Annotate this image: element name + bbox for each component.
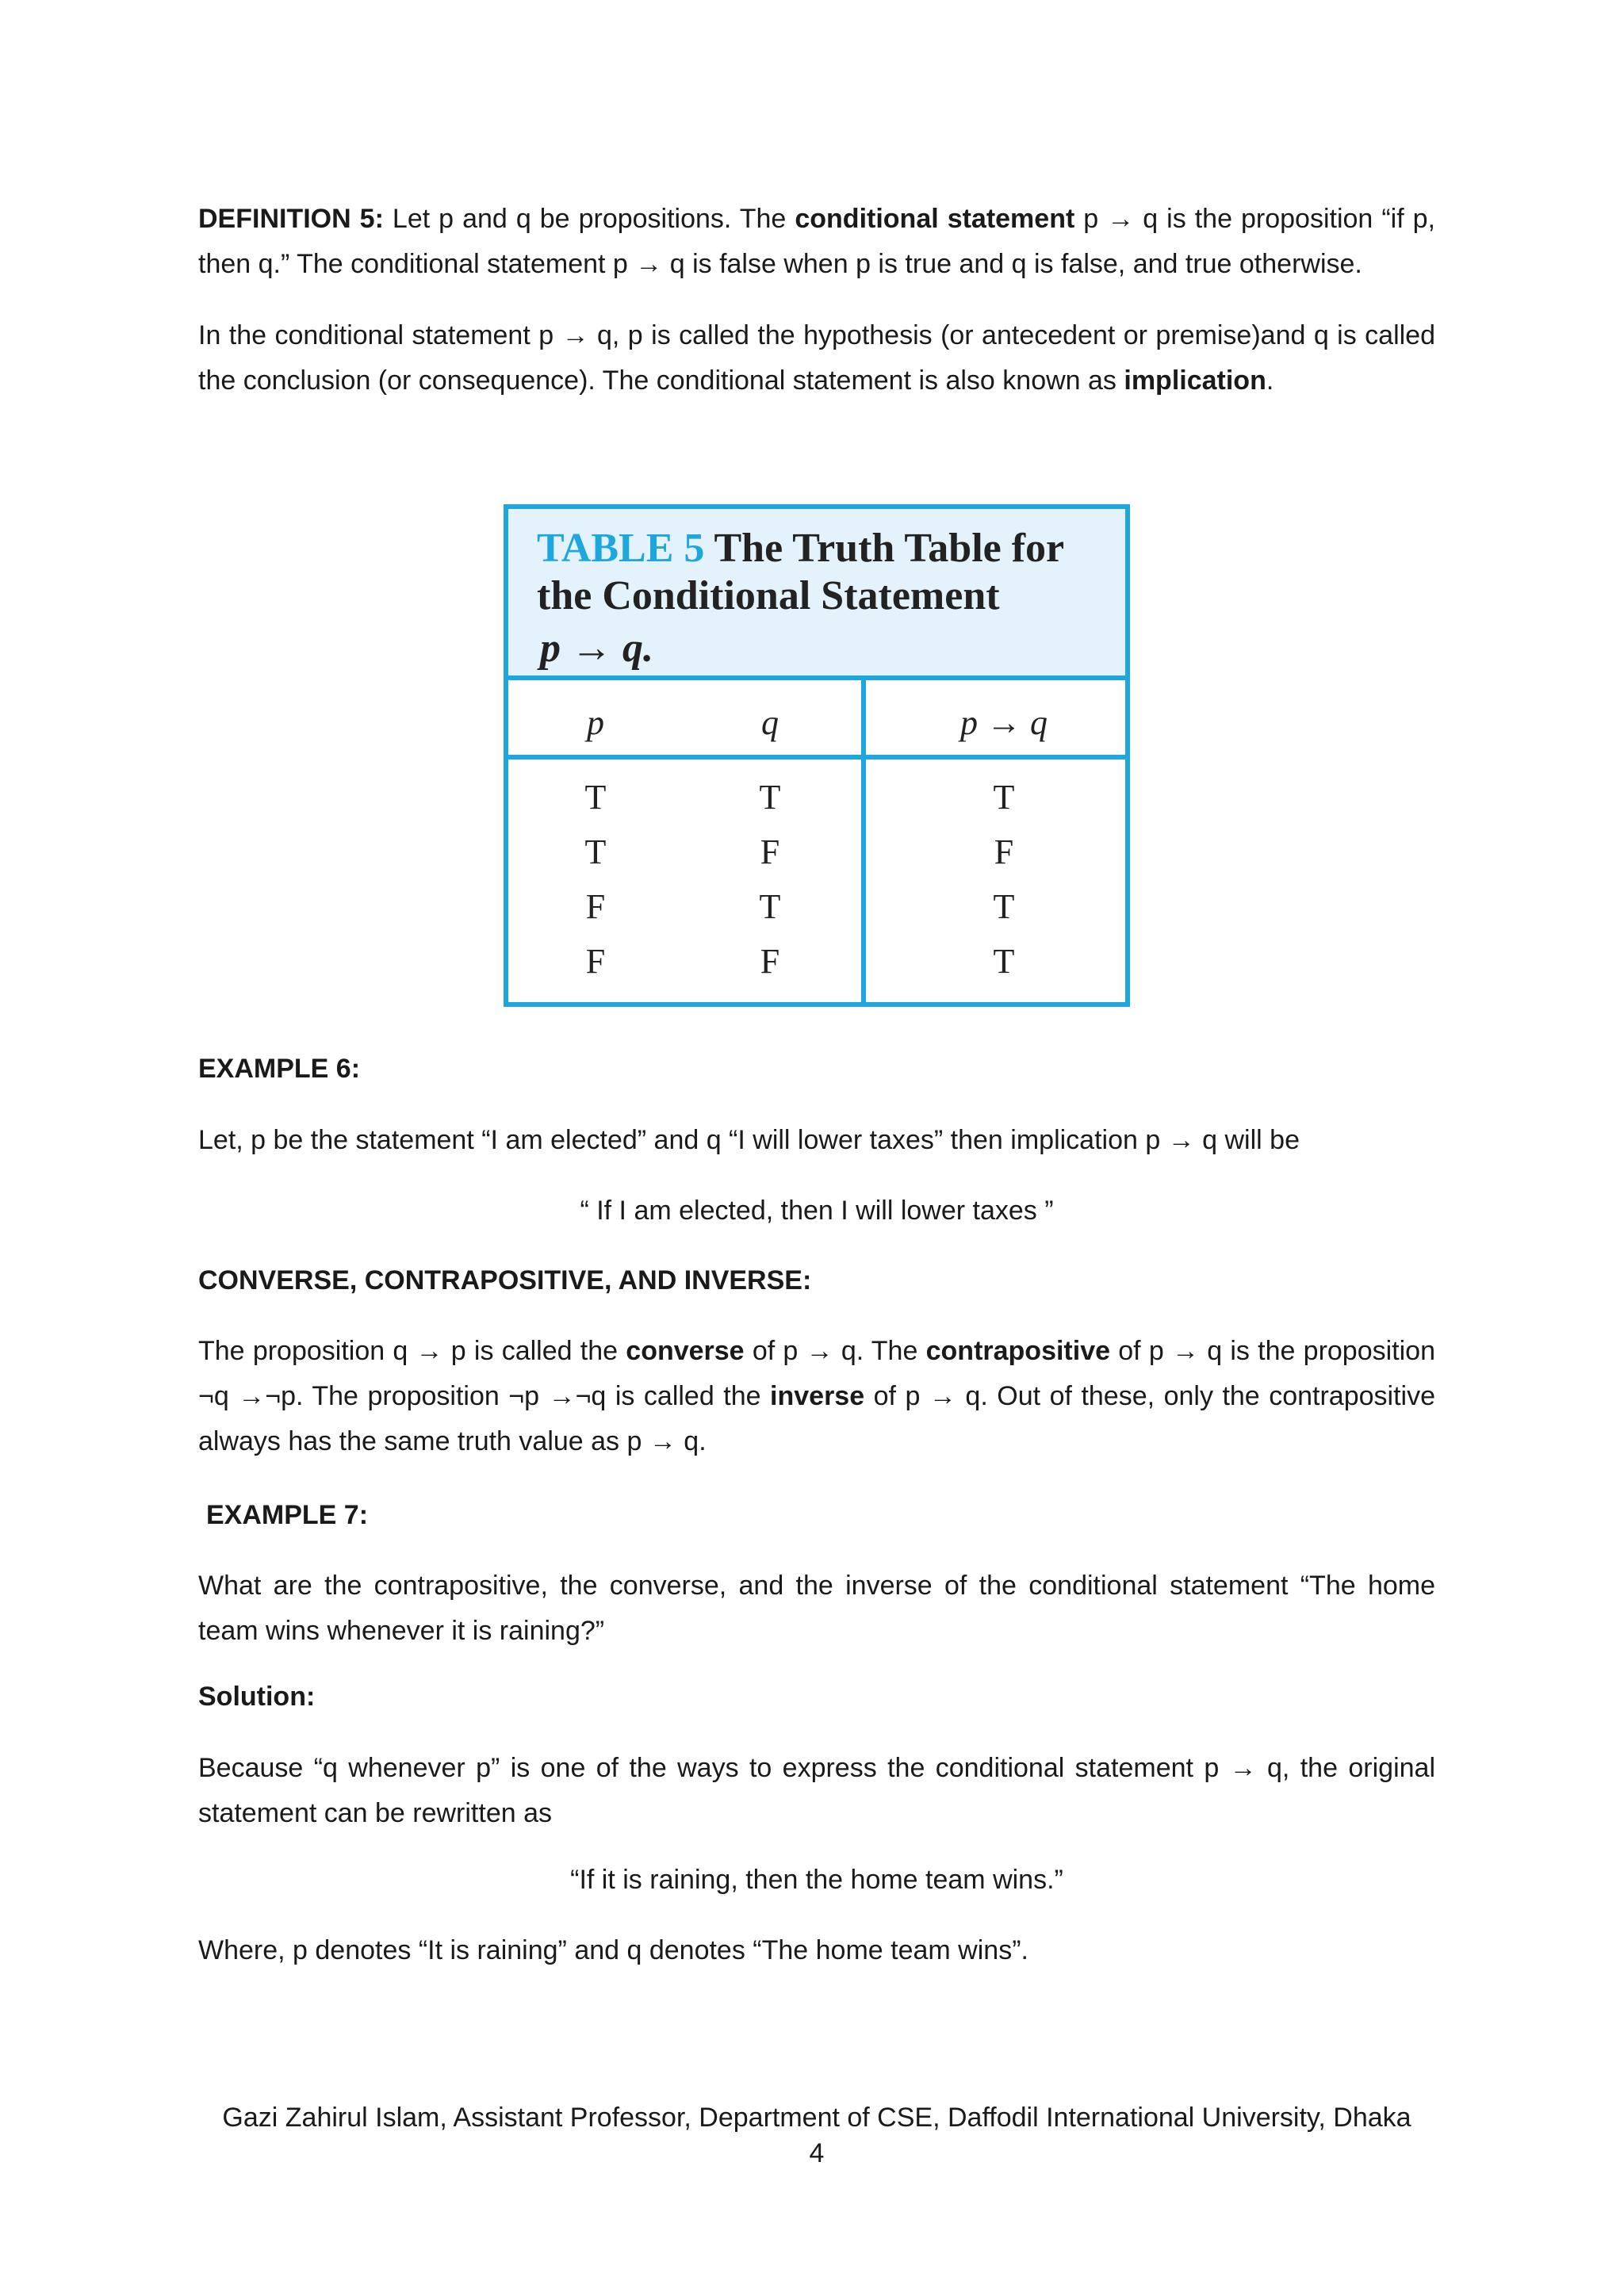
inverse-term: inverse bbox=[770, 1381, 865, 1411]
example-7-heading bbox=[206, 1493, 1443, 1538]
table-cell: F bbox=[760, 832, 780, 871]
solution-heading bbox=[198, 1674, 1435, 1720]
ccai-text-4: of p → q. Out of these, only the contrapositive always has the same truth value as p → q. bbox=[198, 1381, 1435, 1456]
page-number: 4 bbox=[809, 2138, 825, 2168]
example-6-text: Let, p be the statement “I am elected” and q “I will lower taxes” then implication p → q will be bbox=[198, 1125, 1300, 1155]
paragraph1-text-2: . bbox=[1266, 365, 1274, 396]
header-p: p bbox=[587, 703, 604, 742]
table-cell: F bbox=[585, 942, 606, 981]
definition-text-2: p → q is the proposition “if p, then q.” The conditional statement p → q is false when p is true and q is false, and true otherwise. bbox=[198, 204, 1436, 279]
definition-term: conditional statement bbox=[795, 204, 1075, 234]
example-7-label: EXAMPLE 7: bbox=[206, 1500, 369, 1530]
table-cell: T bbox=[584, 778, 607, 817]
ccai-heading bbox=[198, 1258, 1435, 1303]
table-cell: F bbox=[994, 832, 1014, 871]
ccai-text-1: The proposition q → p is called the bbox=[198, 1336, 626, 1366]
ccai-paragraph bbox=[198, 1329, 1435, 1464]
table-cell: F bbox=[585, 887, 606, 926]
table-caption bbox=[508, 509, 1125, 680]
definition-label: DEFINITION 5: bbox=[198, 204, 384, 234]
paragraph1-text-1: In the conditional statement p → q, p is called the hypothesis (or antecedent or premise)and q is called the conclusion (or consequence). The conditional statement is also known as bbox=[198, 320, 1435, 396]
definition-text-1: Let p and q be propositions. The bbox=[383, 204, 795, 234]
table-number: TABLE 5 bbox=[537, 526, 705, 571]
definition-5 bbox=[198, 197, 1435, 287]
contrapositive-term: contrapositive bbox=[925, 1336, 1111, 1366]
example-6-label: EXAMPLE 6: bbox=[198, 1054, 361, 1084]
example-6-quote: “ If I am elected, then I will lower taxes ” bbox=[580, 1196, 1054, 1226]
example-6-heading bbox=[198, 1047, 1435, 1092]
table-title bbox=[537, 525, 1108, 620]
header-p-implies-q: p → q bbox=[960, 703, 1048, 742]
converse-term: converse bbox=[626, 1336, 745, 1366]
implication-term: implication bbox=[1124, 365, 1266, 396]
example-7-quote: “If it is raining, then the home team wins.” bbox=[570, 1865, 1063, 1895]
header-q: q bbox=[761, 703, 779, 742]
solution-text: Because “q whenever p” is one of the ways to express the conditional statement p → q, the original statement can be rewritten as bbox=[198, 1753, 1435, 1828]
ccai-label: CONVERSE, CONTRAPOSITIVE, AND INVERSE: bbox=[198, 1265, 812, 1295]
table-cell: T bbox=[993, 778, 1015, 817]
table-formula: p → q. bbox=[540, 626, 653, 671]
truth-table-figure bbox=[504, 504, 1130, 1007]
page-footer: Gazi Zahirul Islam, Assistant Professor, Department of CSE, Daffodil International University, Dhaka bbox=[222, 2103, 1411, 2133]
paragraph-hypothesis bbox=[198, 313, 1435, 404]
table-cell: T bbox=[759, 887, 781, 926]
ccai-text-2: of p → q. The bbox=[744, 1336, 926, 1366]
table-column-divider bbox=[861, 680, 866, 1002]
table-title-text: The Truth Table for the Conditional Statement bbox=[537, 526, 1064, 618]
ccai-text-3: of p → q is the proposition ¬q →¬p. The proposition ¬p →¬q is called the bbox=[198, 1336, 1435, 1411]
table-cell: T bbox=[759, 778, 781, 817]
example-7-where: Where, p denotes “It is raining” and q denotes “The home team wins”. bbox=[198, 1935, 1028, 1965]
table-cell: T bbox=[993, 942, 1015, 981]
table-cell: F bbox=[760, 942, 780, 981]
table-header-row bbox=[508, 680, 1125, 760]
table-cell: T bbox=[993, 887, 1015, 926]
table-cell: T bbox=[584, 832, 607, 871]
example-7-question: What are the contrapositive, the converse, and the inverse of the conditional statement “The home team wins whenever it is raining?” bbox=[198, 1571, 1435, 1646]
solution-label: Solution: bbox=[198, 1682, 316, 1712]
